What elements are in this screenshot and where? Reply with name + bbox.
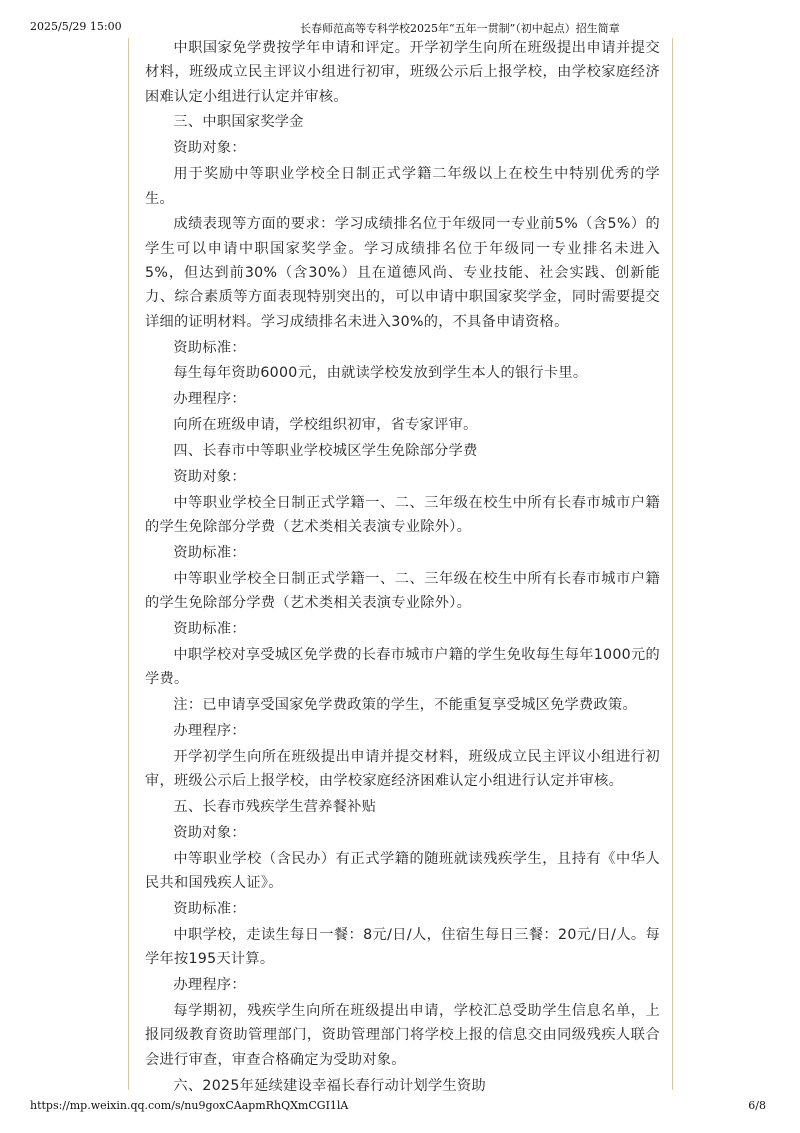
content-left-border xyxy=(128,38,129,1090)
section-heading: 四、长春市中等职业学校城区学生免除部分学费 xyxy=(173,443,478,460)
subheading: 资助标准： xyxy=(173,901,246,918)
page-number: 6/8 xyxy=(748,1099,766,1112)
section-heading: 五、长春市残疾学生营养餐补贴 xyxy=(173,799,377,816)
print-footer xyxy=(0,1099,800,1115)
content-right-border xyxy=(672,38,673,1090)
subheading: 资助对象： xyxy=(173,468,246,485)
print-document-title: 长春师范高等专科学校2025年“五年一贯制”（初中起点）招生简章 xyxy=(300,22,620,35)
paragraph: 用于奖励中等职业学校全日制正式学籍二年级以上在校生中特别优秀的学生。 xyxy=(145,166,660,207)
paragraph: 向所在班级申请，学校组织初审，省专家评审。 xyxy=(173,417,478,434)
paragraph: 中职学校对享受城区免学费的长春市城市户籍的学生免收每生每年1000元的学费。 xyxy=(145,647,660,688)
paragraph: 中等职业学校（含民办）有正式学籍的随班就读残疾学生，且持有《中华人民共和国残疾人证》。 xyxy=(145,850,660,892)
subheading: 资助对象： xyxy=(173,825,246,842)
note-paragraph: 注：已申请享受国家免学费政策的学生，不能重复享受城区免学费政策。 xyxy=(173,697,637,714)
paragraph: 成绩表现等方面的要求：学习成绩排名位于年级同一专业前5%（含5%）的学生可以申请中职国家奖学金。学习成绩排名位于年级同一专业排名未进入5%，但达到前30%（含30%）且在道德风尚、专业技能、社会实践、创新能力、综合素质等方面表现特别突出的，可以申请中职国家奖学金，同时需要提交详细的证明材料。学习成绩排名未进入30%的，不具备申请资格。 xyxy=(145,216,660,330)
paragraph: 开学初学生向所在班级提出申请并提交材料，班级成立民主评议小组进行初审，班级公示后上报学校，由学校家庭经济困难认定小组进行认定并审核。 xyxy=(145,749,660,790)
print-header xyxy=(0,20,800,36)
subheading: 办理程序： xyxy=(173,391,246,408)
paragraph: 每学期初，残疾学生向所在班级提出申请，学校汇总受助学生信息名单，上报同级教育资助管理部门，资助管理部门将学校上报的信息交由同级残疾人联合会进行审查，审查合格确定为受助对象。 xyxy=(145,1003,660,1068)
section-heading: 六、2025年延续建设幸福长春行动计划学生资助 xyxy=(173,1077,486,1094)
subheading: 办理程序： xyxy=(173,977,246,994)
print-url: https://mp.weixin.qq.com/s/nu9goxCAapmRhQXmCGI1lA xyxy=(30,1099,349,1112)
paragraph: 中职学校，走读生每日一餐：8元/日/人，住宿生每日三餐：20元/日/人。每学年按195天计算。 xyxy=(145,927,660,968)
print-datetime: 2025/5/29 15:00 xyxy=(30,20,122,33)
paragraph: 每生每年资助6000元，由就读学校发放到学生本人的银行卡里。 xyxy=(173,365,588,382)
subheading: 资助标准： xyxy=(173,339,246,356)
paragraph: 中职国家免学费按学年申请和评定。开学初学生向所在班级提出申请并提交材料，班级成立民主评议小组进行初审，班级公示后上报学校，由学校家庭经济困难认定小组进行认定并审核。 xyxy=(145,40,660,105)
subheading: 资助标准： xyxy=(173,621,246,638)
subheading: 办理程序： xyxy=(173,723,246,740)
article-body xyxy=(145,36,660,1100)
paragraph: 中等职业学校全日制正式学籍一、二、三年级在校生中所有长春市城市户籍的学生免除部分学费（艺术类相关表演专业除外）。 xyxy=(145,570,660,612)
paragraph: 中等职业学校全日制正式学籍一、二、三年级在校生中所有长春市城市户籍的学生免除部分学费（艺术类相关表演专业除外）。 xyxy=(145,494,660,536)
subheading: 资助标准： xyxy=(173,545,246,562)
subheading: 资助对象： xyxy=(173,140,246,157)
section-heading: 三、中职国家奖学金 xyxy=(173,114,304,131)
